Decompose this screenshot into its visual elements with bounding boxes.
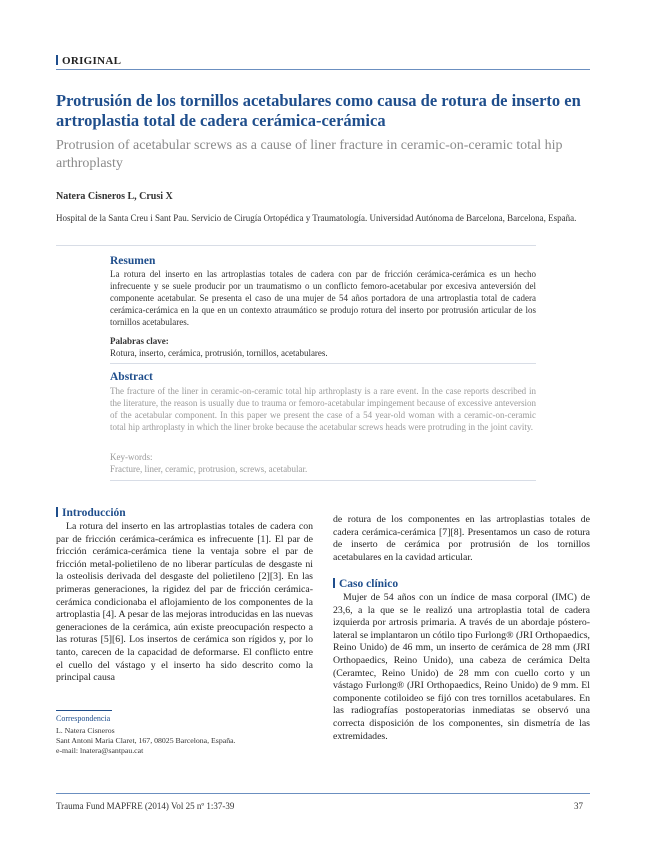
caso-heading-label: Caso clínico: [339, 578, 399, 590]
keywords: Fracture, liner, ceramic, protrusion, screws, acetabular.: [110, 464, 308, 474]
abstract-rule: [110, 480, 536, 481]
intro-text: La rotura del inserto en las artroplastias totales de cadera con par de fricción cerámica-cerámica es infrecuente [1]. El par de fricción cerámica-cerámica tiene la ventaja sobre el par de fricción metal-polietileno de no liberar partículas de desgaste ni la osteolisis derivada del desgaste del polietileno [2][3]. En las primeras generaciones, la rigidez del par de fricción cerámica-cerámica condicionaba el aflojamiento de los componentes de la artroplastia [4]. A pesar de las mejoras introducidas en las nuevas generaciones de la cerámica, aún existe preocupación respecto a las roturas [5][6]. Los insertos de cerámica son rígidos y, por lo tanto, carecen de la capacidad de deformarse. El conflicto entre el cuello del vástago y el inserto ha sido descrito como la principal causa: [56, 521, 313, 684]
resumen-rule: [110, 363, 536, 364]
resumen-heading: Resumen: [110, 255, 156, 267]
header-rule: [56, 69, 590, 70]
abstract-text: The fracture of the liner in ceramic-on-ceramic total hip arthroplasty is a rare event. In the case reports described in the literature, the reason is usually due to trauma or femoro-acetabular impingement because of excessive anteversion of the acetabular component. In this paper we present the case of a 54 year-old woman with a ceramic-on-ceramic total hip arthroplasty in which the liner broke because the acetabular screws heads were protruding in the joint cavity.: [110, 386, 536, 432]
palabras-clave: Rotura, inserto, cerámica, protrusión, tornillos, acetabulares.: [110, 348, 328, 358]
caso-bar: [333, 578, 335, 588]
title-spanish: Protrusión de los tornillos acetabulares como causa de rotura de inserto en artroplastia total de cadera cerámica-cerámica: [56, 91, 581, 130]
correspondence-name: L. Natera Cisneros: [56, 726, 115, 735]
title-english: Protrusion of acetabular screws as a cause of liner fracture in ceramic-on-ceramic total hip arthroplasty: [56, 138, 563, 171]
section-label: ORIGINAL: [62, 55, 122, 67]
palabras-clave-label: Palabras clave:: [110, 336, 169, 346]
section-tag: [56, 55, 121, 67]
correspondence-address: Sant Antoni Maria Claret, 167, 08025 Barcelona, España.: [56, 736, 236, 745]
intro-bar: [56, 507, 58, 517]
abstract-heading: Abstract: [110, 371, 153, 383]
keywords-label: Key-words:: [110, 452, 153, 462]
caso-heading: [333, 578, 398, 590]
intro-continued-text: de rotura de los componentes en las artroplastias totales de cadera cerámica-cerámica [7][8]. Presentamos un caso de rotura de inserto de cerámica por protrusión de los tornillos acetabulares en la cavidad articular.: [333, 514, 590, 563]
intro-heading: [56, 507, 126, 519]
correspondence-email: e-mail: lnatera@santpau.cat: [56, 746, 144, 755]
journal-citation: Trauma Fund MAPFRE (2014) Vol 25 nº 1:37-39: [56, 801, 235, 811]
caso-text: Mujer de 54 años con un índice de masa corporal (IMC) de 23,6, a la que se le realizó una artroplastia total de cadera izquierda por artrosis primaria. A través de un abordaje póstero-lateral se implantaron un cótilo tipo Furlong® (JRI Orthopaedics, Reino Unido) de 46 mm, un inserto de cerámica de 28 mm (JRI Orthopaedics, Reino Unido), una cabeza de cerámica Delta (Ceramtec, Reino Unido) de 28 mm con cuello corto y un vástago Furlong® (JRI Orthopaedics, Reino Unido) de 9 mm. El componente cotiloideo se fijó con tres tornillos acetabulares. En las radiografías postoperatorias inmediatas se observó una correcta disposición de los componentes, sin dismetría de las extremidades.: [333, 592, 590, 742]
resumen-text: La rotura del inserto en las artroplastias totales de cadera con par de fricción cerámica-cerámica es un hecho infrecuente y se suele producir por un traumatismo o un conflicto femoro-acetabular por excesiva anteversión del componente acetabular. Se presenta el caso de una mujer de 54 años portadora de una artroplastia total de cadera cerámica-cerámica en la que en un contexto atraumático se produjo rotura del inserto por protrusión articular de los tornillos acetabulares.: [110, 269, 536, 327]
correspondence-rule: [56, 710, 112, 711]
affiliation-rule: [56, 245, 536, 246]
intro-heading-label: Introducción: [62, 507, 126, 519]
authors: Natera Cisneros L, Crusi X: [56, 191, 173, 202]
affiliation: Hospital de la Santa Creu i Sant Pau. Servicio de Cirugía Ortopédica y Traumatología. Universidad Autónoma de Barcelona, Barcelona, España.: [56, 213, 577, 223]
correspondence-label: Correspondencia: [56, 714, 111, 723]
page-number: 37: [574, 801, 583, 811]
section-bar: [56, 55, 58, 65]
footer-rule: [56, 793, 590, 794]
